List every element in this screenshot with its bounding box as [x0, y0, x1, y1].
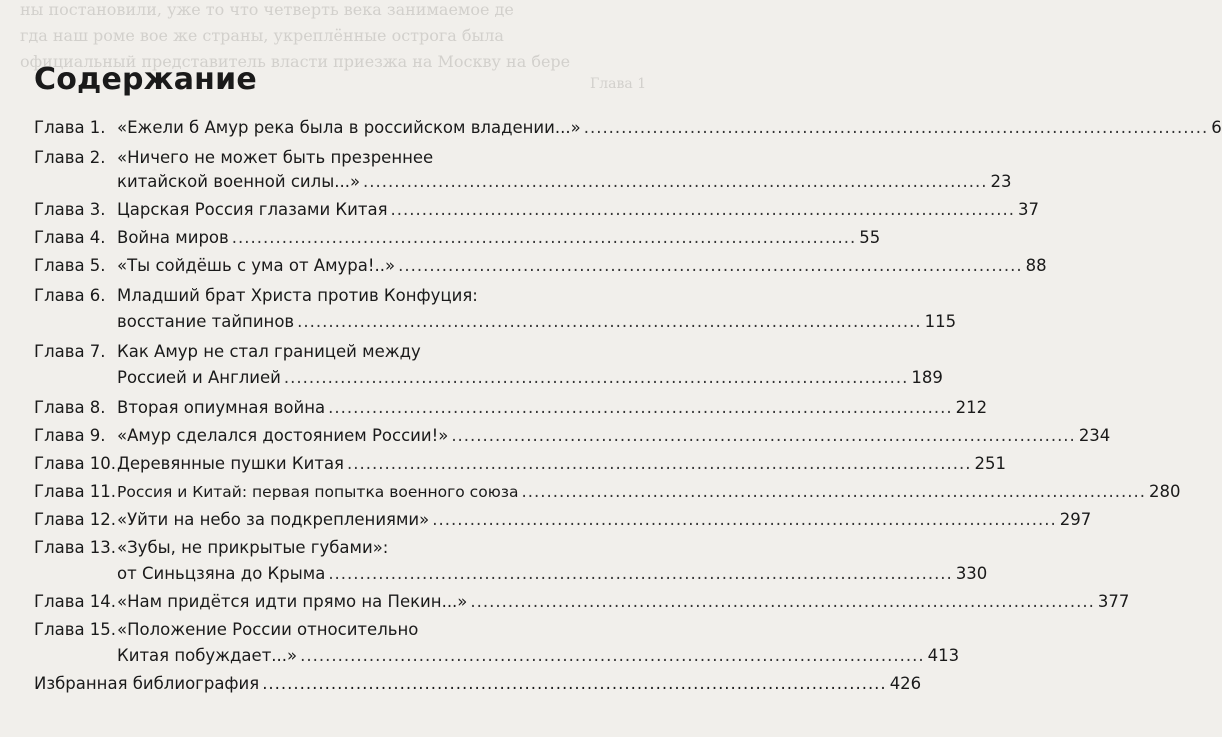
chapter-title: Война миров — [117, 228, 229, 247]
chapter-title: «Положение России относительно — [117, 620, 419, 639]
toc-entry-continued — [0, 312, 957, 338]
toc-entry — [0, 342, 674, 368]
chapter-title-cont: от Синьцзяна до Крыма — [117, 564, 326, 583]
page-number: 212 — [955, 398, 988, 417]
chapter-title-cont: китайской военной силы...» — [117, 172, 361, 191]
leader-dots: .................................................................................................... — [583, 118, 1209, 137]
toc-entry — [0, 200, 1040, 226]
chapter-number: Глава 10. — [34, 454, 117, 473]
bleed-line: Глава 1 — [590, 76, 647, 92]
toc-line — [117, 228, 881, 247]
leader-dots: .................................................................................................... — [328, 398, 953, 417]
toc-entry — [0, 118, 1222, 144]
toc-entry — [0, 228, 881, 254]
toc-line — [117, 564, 988, 583]
page-number: 297 — [1059, 510, 1092, 529]
leader-dots: .................................................................................................... — [451, 426, 1076, 445]
toc-entry-bibliography — [0, 674, 922, 700]
toc-line — [117, 510, 1092, 529]
toc-line — [117, 118, 1222, 137]
toc-entry-continued — [0, 646, 960, 672]
toc-entry-continued — [0, 368, 943, 394]
leader-dots: .................................................................................................... — [398, 256, 1023, 275]
leader-dots: .................................................................................................... — [231, 228, 857, 247]
toc-line — [117, 592, 1130, 611]
chapter-number: Глава 5. — [34, 256, 106, 275]
leader-dots: .................................................................................................... — [300, 646, 925, 665]
chapter-title-cont: Россией и Англией — [117, 368, 281, 387]
toc-line — [117, 172, 1012, 191]
page-number: 23 — [990, 172, 1012, 191]
chapter-title: Россия и Китай: первая попытка военного союза — [117, 483, 519, 501]
leader-dots: .................................................................................................... — [521, 482, 1146, 501]
page-number: 37 — [1018, 200, 1040, 219]
chapter-number: Глава 8. — [34, 398, 106, 417]
toc-line — [117, 454, 1006, 473]
page-number: 115 — [924, 312, 957, 331]
toc-line — [117, 646, 960, 665]
chapter-title: Как Амур не стал границей между — [117, 342, 421, 361]
page-number: 280 — [1148, 482, 1181, 501]
leader-dots: .................................................................................................... — [328, 564, 953, 583]
leader-dots: .................................................................................................... — [262, 674, 887, 693]
chapter-number: Глава 12. — [34, 510, 117, 529]
chapter-title: «Ты сойдёшь с ума от Амура!..» — [117, 256, 396, 275]
page-title: Содержание — [34, 62, 257, 97]
chapter-number: Глава 3. — [34, 200, 106, 219]
toc-entry — [0, 426, 1111, 452]
chapter-title-cont: Китая побуждает...» — [117, 646, 298, 665]
bibliography-label: Избранная библиография — [34, 674, 260, 693]
leader-dots: .................................................................................................... — [432, 510, 1057, 529]
page-number: 413 — [927, 646, 960, 665]
chapter-number: Глава 13. — [34, 538, 117, 557]
chapter-title: Младший брат Христа против Конфуция: — [117, 286, 478, 305]
toc-entry — [0, 398, 988, 424]
chapter-number: Глава 11. — [34, 482, 117, 501]
leader-dots: .................................................................................................... — [347, 454, 972, 473]
chapter-title: «Амур сделался достоянием России!» — [117, 426, 449, 445]
chapter-title-cont: восстание тайпинов — [117, 312, 295, 331]
chapter-number: Глава 1. — [34, 118, 106, 137]
chapter-number: Глава 7. — [34, 342, 106, 361]
chapter-title: «Ежели б Амур река была в российском владении...» — [117, 118, 581, 137]
chapter-number: Глава 2. — [34, 148, 106, 167]
toc-line — [117, 368, 943, 387]
chapter-title: «Зубы, не прикрытые губами»: — [117, 538, 389, 557]
page-number: 251 — [974, 454, 1006, 473]
page-number: 6 — [1211, 118, 1222, 137]
toc-entry — [0, 482, 1181, 508]
toc-entry — [0, 620, 674, 646]
bleed-line: гда наш роме вое же страны, укреплённые острога была — [20, 26, 504, 45]
chapter-number: Глава 14. — [34, 592, 117, 611]
chapter-number: Глава 6. — [34, 286, 106, 305]
leader-dots: .................................................................................................... — [297, 312, 922, 331]
chapter-title: Вторая опиумная война — [117, 398, 326, 417]
toc-entry — [0, 454, 1006, 480]
leader-dots: .................................................................................................... — [363, 172, 988, 191]
chapter-title: «Ничего не может быть презреннее — [117, 148, 434, 167]
chapter-title: «Нам придётся идти прямо на Пекин...» — [117, 592, 468, 611]
page-number: 55 — [859, 228, 881, 247]
toc-line — [117, 482, 1181, 501]
page-number: 377 — [1097, 592, 1130, 611]
toc-entry — [0, 538, 674, 564]
toc-entry — [0, 510, 1092, 536]
chapter-number: Глава 9. — [34, 426, 106, 445]
leader-dots: .................................................................................................... — [470, 592, 1095, 611]
page-number: 234 — [1078, 426, 1111, 445]
toc-line — [117, 398, 988, 417]
toc-line — [117, 200, 1040, 219]
toc-line — [34, 674, 922, 693]
chapter-title: Царская Россия глазами Китая — [117, 200, 388, 219]
page-number: 330 — [955, 564, 988, 583]
bleed-line: официальный представитель власти приезжа на Москву на бере — [20, 52, 571, 71]
toc-line — [117, 426, 1111, 445]
page-number: 189 — [911, 368, 943, 387]
toc-entry — [0, 286, 674, 312]
chapter-title: Деревянные пушки Китая — [117, 454, 344, 473]
toc-line — [117, 312, 957, 331]
toc-entry — [0, 256, 1047, 282]
page-number: 426 — [889, 674, 922, 693]
toc-entry-continued — [0, 564, 988, 590]
page-number: 88 — [1025, 256, 1047, 275]
chapter-title: «Уйти на небо за подкреплениями» — [117, 510, 430, 529]
toc-entry — [0, 592, 1130, 618]
leader-dots: .................................................................................................... — [283, 368, 909, 387]
toc-entry-continued — [0, 172, 1012, 198]
chapter-number: Глава 15. — [34, 620, 117, 639]
bleed-line: ны постановили, уже то что четверть века занимаемое де — [20, 0, 514, 19]
leader-dots: .................................................................................................... — [390, 200, 1016, 219]
toc-entry — [0, 148, 674, 174]
toc-line — [117, 256, 1047, 275]
chapter-number: Глава 4. — [34, 228, 106, 247]
